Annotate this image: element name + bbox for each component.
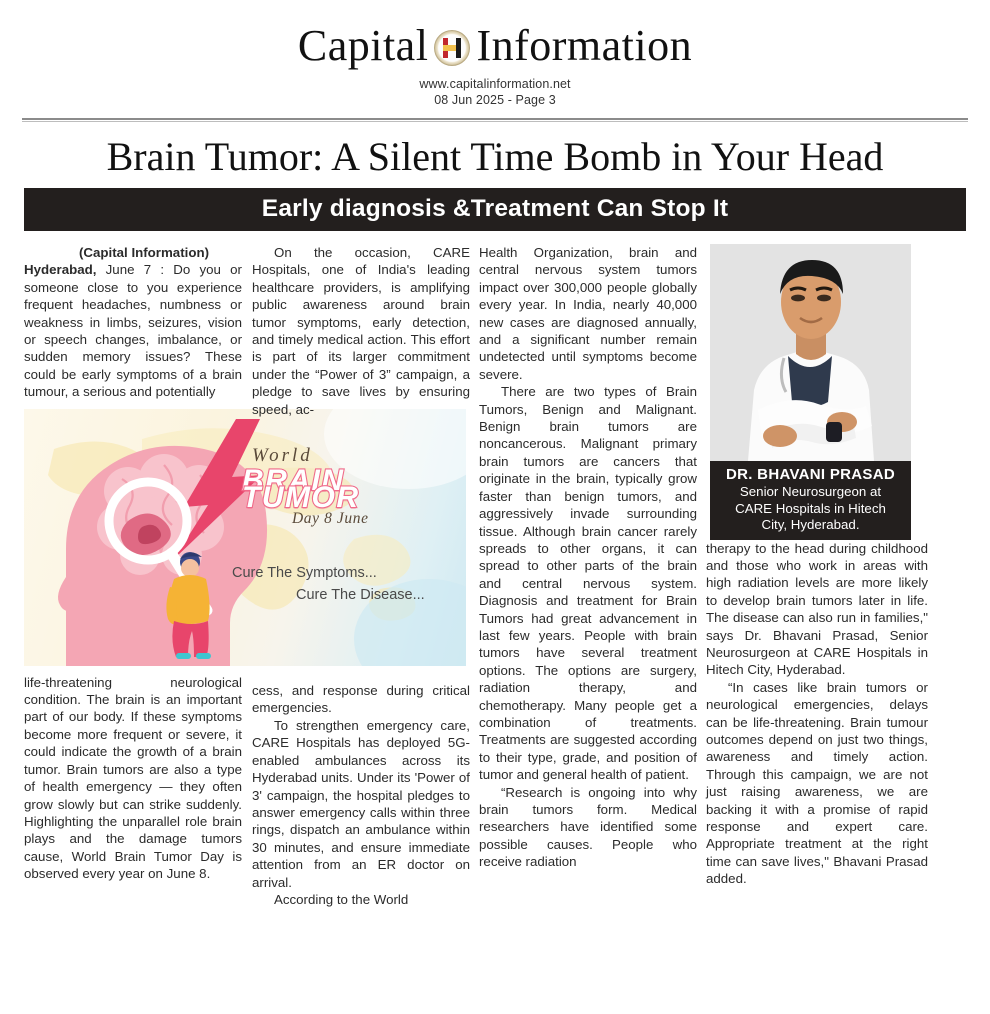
column-2-illustration-spacer <box>252 418 470 682</box>
illustration-tagline-1: Cure The Symptoms... <box>232 564 377 581</box>
masthead-website: www.capitalinformation.net <box>419 77 571 91</box>
doctor-role-line-1: Senior Neurosurgeon at <box>739 484 882 499</box>
column-3-paragraph-1: Health Organization, brain and central nervous system tumors impact over 300,000 people globally every year. In India, nearly 40,000 new cases are diagnosed annually, and a significant number remain undetected until symptoms become severe. <box>479 245 697 382</box>
doctor-caption <box>710 461 911 540</box>
masthead-issue-date: 08 Jun 2025 - Page 3 <box>434 93 556 107</box>
column-1-paragraph-2: life-threatening neurological condition. The brain is an important part of our body. If these symptoms become more frequent or severe, it could indicate the growth of a brain tumor. Brain tumors are also a type of health emergency — they often grow slowly but can strike suddenly. Highlighting the unparallel role brain plays and the damage tumors cause, World Brain Tumor Day is observed every year on June 8. <box>24 674 242 882</box>
illustration-title-world: World <box>252 444 313 466</box>
illustration-title-main: BRAIN TUMOR <box>242 463 360 515</box>
column-2 <box>252 244 470 908</box>
article-subheadline: Early diagnosis &Treatment Can Stop It <box>24 188 966 231</box>
lead-paragraph <box>24 261 242 400</box>
column-4-paragraph-1: therapy to the head during childhood and those who work in areas with high radiation levels are more likely to develop brain tumors later in life. The disease can also run in families," says Dr. Bhavani Prasad, Senior Neurosurgeon at CARE Hospitals in Hitech City, Hyderabad. <box>706 540 928 678</box>
column-3-paragraph-3: “Research is ongoing into why brain tumors form. Medical researchers have identified some possible causes. People who receive radiation <box>479 784 697 870</box>
column-2-paragraph-3: To strengthen emergency care, CARE Hospitals has deployed 5G-enabled ambulances across its Hyderabad units. Under its 'Power of 3' campaign, the hospital pledges to answer emergency calls within three rings, dispatch an ambulance within 30 minutes, and ensure immediate attention from an ER doctor on arrival. <box>252 717 470 890</box>
column-4-paragraph-2: “In cases like brain tumors or neurological emergencies, delays can be life-threatening. Brain tumour outcomes depend on just two things, awareness and timely action. Through this campaign, we are not just raising awareness, we are backing it with a promise of rapid response and expert care. Appropriate treatment at the right time can save lives," Bhavani Prasad added. <box>706 679 928 887</box>
doctor-role-line-3: City, Hyderabad. <box>761 517 860 532</box>
masthead-title <box>0 22 990 70</box>
doctor-portrait <box>710 244 911 461</box>
byline-organization: (Capital Information) <box>78 245 209 260</box>
masthead <box>0 0 990 122</box>
byline-city: Hyderabad, <box>24 262 97 278</box>
doctor-name: DR. BHAVANI PRASAD <box>725 466 895 483</box>
illustration-title-day: Day 8 June <box>292 509 369 527</box>
article-body <box>24 244 966 1014</box>
masthead-title-part1: Capital <box>297 21 429 70</box>
column-3 <box>479 244 697 871</box>
column-2-paragraph-1: On the occasion, CARE Hospitals, one of India's leading healthcare providers, is amplifying public awareness around brain tumor symptoms, early detection, and timely medical action. This effort is part of its larger commitment under the “Power of 3” campaign, a pledge to save lives by ensuring speed, ac- <box>252 245 470 417</box>
lead-paragraph-text: June 7 : Do you or someone close to you experience frequent headaches, numbness or weakness in limbs, seizures, vision or speech changes, imbalance, or sudden memory issues? These could be early symptoms of a brain tumour, a serious and potentially <box>24 262 242 400</box>
doctor-role-line-2: CARE Hospitals in Hitech <box>735 500 886 516</box>
masthead-title-part2: Information <box>476 21 693 70</box>
circular-h-emblem-icon <box>434 30 470 66</box>
column-3-paragraph-2: There are two types of Brain Tumors, Benign and Malignant. Benign brain tumors are noncancerous. Malignant primary brain tumors are cancers that originate in the brain, typically grow faster than benign tumors, and aggressively invade surrounding tissue. Although brain cancer rarely spreads to other organs, it can spread to other parts of the brain and central nervous system. Diagnosis and treatment for Brain Tumors had great advancement in last few years. People with brain tumors have several treatment options. The options are surgery, radiation therapy, and chemotherapy. Many people get a combination of treatments. Treatments are suggested according to their type, grade, and position of tumor and general health of patient. <box>479 384 697 783</box>
article-headline: Brain Tumor: A Silent Time Bomb in Your Head <box>106 134 884 179</box>
column-2-paragraph-4: According to the World <box>274 891 409 907</box>
masthead-divider <box>22 118 968 122</box>
illustration-tagline-2: Cure The Disease... <box>296 586 425 603</box>
column-4 <box>706 244 928 888</box>
doctor-photo-block <box>710 244 911 540</box>
column-2-paragraph-2: cess, and response during critical emergencies. <box>252 683 470 716</box>
